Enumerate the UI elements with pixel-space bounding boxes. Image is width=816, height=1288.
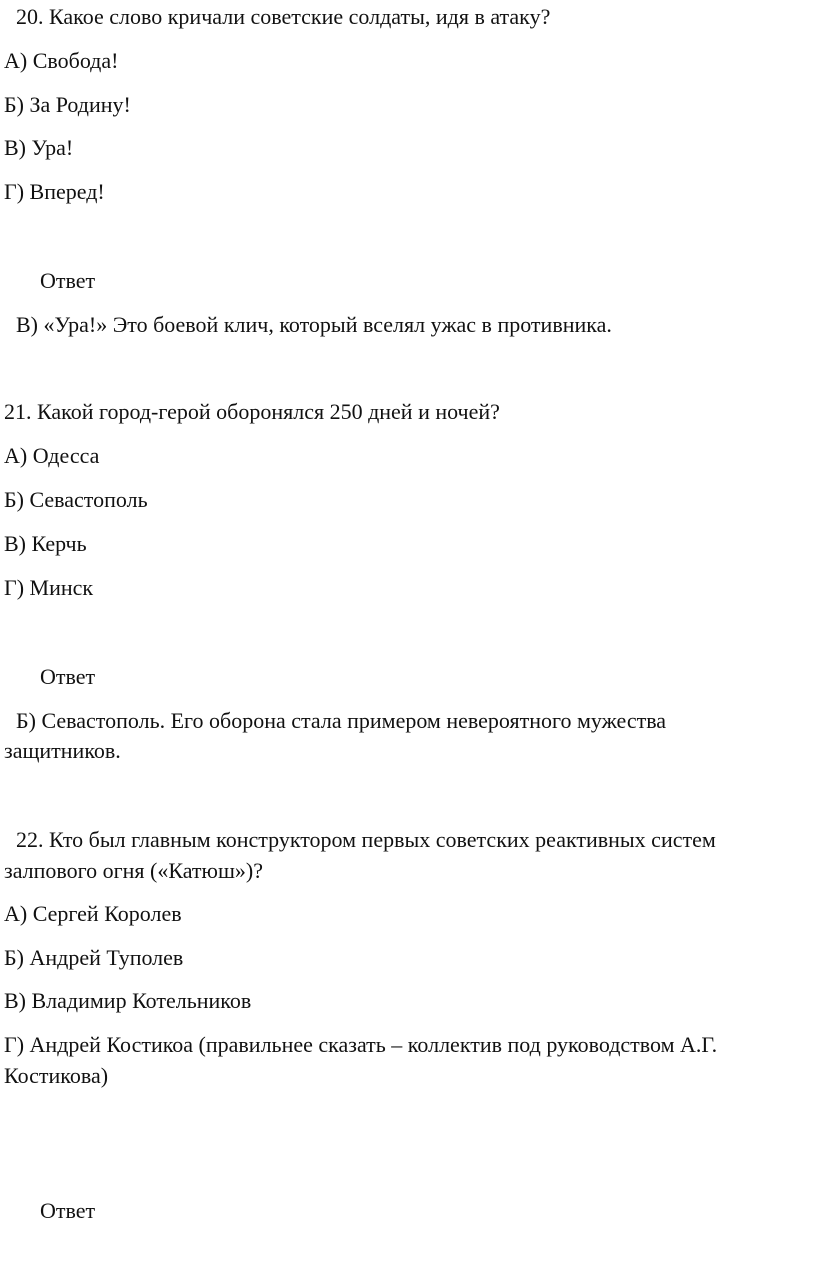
q21-option-a: А) Одесса (4, 443, 100, 468)
q20-answer-label: Ответ (40, 268, 96, 293)
q21-option-b: Б) Севастополь (4, 487, 148, 512)
q21-option-c: В) Керчь (4, 531, 87, 556)
q21-answer-line-2: защитников. (4, 738, 121, 763)
q20-option-d: Г) Вперед! (4, 179, 105, 204)
q22-option-b: Б) Андрей Туполев (4, 945, 184, 970)
q22-option-c: В) Владимир Котельников (4, 988, 252, 1013)
question-20: 20. Какое слово кричали советские солдаты, идя в атаку? (16, 4, 551, 29)
q22-answer-label: Ответ (40, 1198, 96, 1223)
q21-option-d: Г) Минск (4, 575, 94, 600)
q22-option-d-line-1: Г) Андрей Костикоа (правильнее сказать – коллектив под руководством А.Г. (4, 1032, 718, 1057)
q22-option-a: А) Сергей Королев (4, 901, 182, 926)
q20-option-b: Б) За Родину! (4, 92, 131, 117)
question-21: 21. Какой город-герой оборонялся 250 дней и ночей? (4, 399, 500, 424)
q20-option-a: А) Свобода! (4, 48, 119, 73)
question-22-line-1: 22. Кто был главным конструктором первых советских реактивных систем (16, 827, 716, 852)
q21-answer-line-1: Б) Севастополь. Его оборона стала примером невероятного мужества (16, 708, 667, 733)
question-22-line-2: залпового огня («Катюш»)? (4, 858, 264, 883)
q21-answer-label: Ответ (40, 664, 96, 689)
q22-option-d-line-2: Костикова) (4, 1063, 109, 1088)
q20-option-c: В) Ура! (4, 135, 74, 160)
q20-answer: В) «Ура!» Это боевой клич, который вселял ужас в противника. (16, 312, 612, 337)
